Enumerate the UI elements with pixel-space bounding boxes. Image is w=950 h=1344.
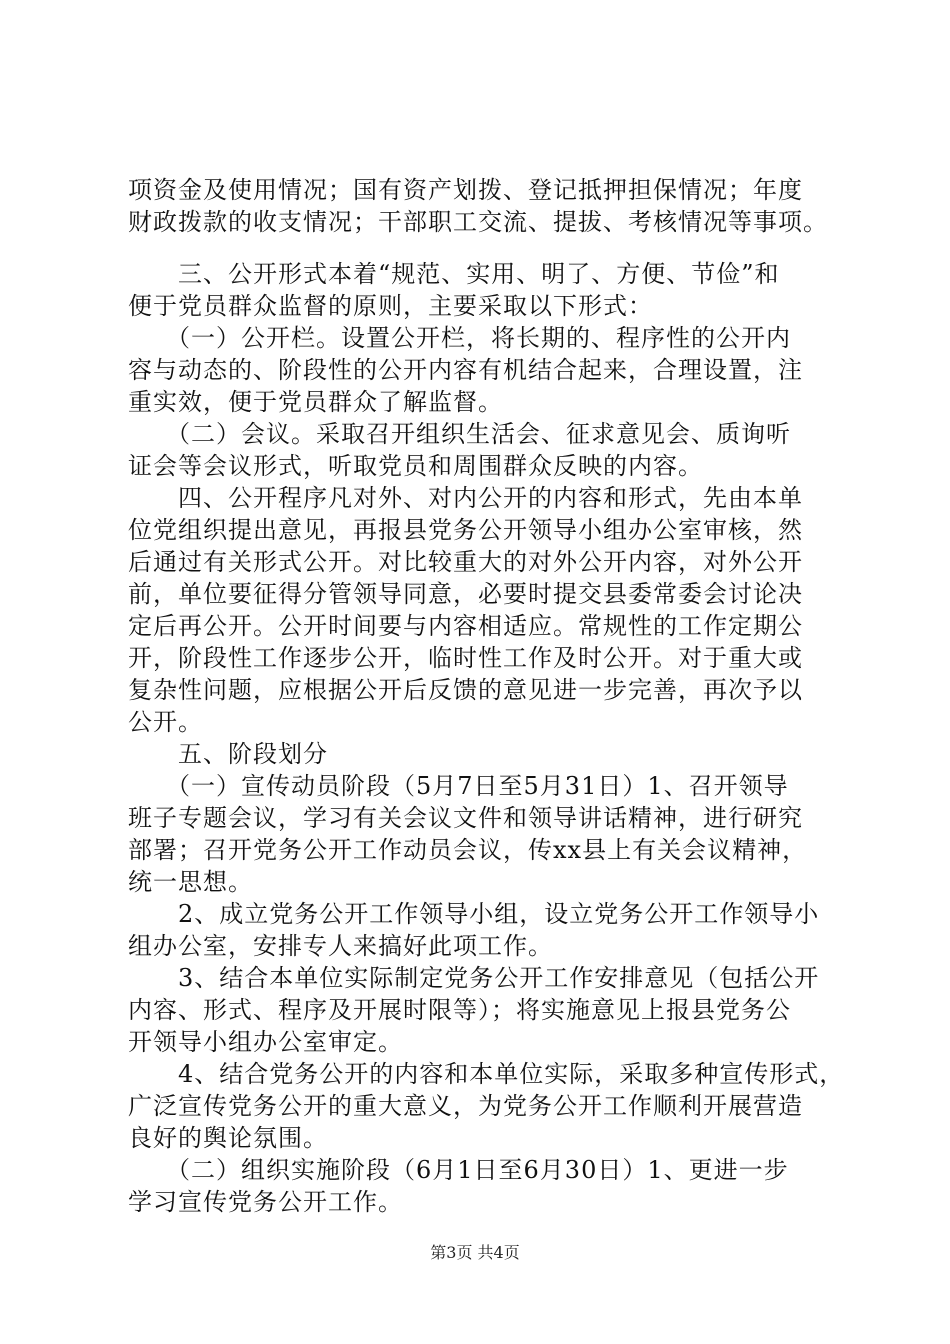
text-line: （二）会议。采取召开组织生活会、征求意见会、质询听	[128, 420, 791, 448]
text-line: 学习宣传党务公开工作。	[128, 1188, 403, 1216]
text-line: 便于党员群众监督的原则，主要采取以下形式：	[128, 292, 653, 320]
text-line: 组办公室，安排专人来搞好此项工作。	[128, 932, 553, 960]
text-line: 3、结合本单位实际制定党务公开工作安排意见（包括公开	[128, 964, 820, 992]
text-line: 开，阶段性工作逐步公开，临时性工作及时公开。对于重大或	[128, 644, 803, 672]
text-line: 广泛宣传党务公开的重大意义，为党务公开工作顺利开展营造	[128, 1092, 803, 1120]
text-line: 2、成立党务公开工作领导小组，设立党务公开工作领导小	[128, 900, 820, 928]
text-line: 后通过有关形式公开。对比较重大的对外公开内容，对外公开	[128, 548, 803, 576]
text-line: 证会等会议形式，听取党员和周围群众反映的内容。	[128, 452, 703, 480]
text-line: 定后再公开。公开时间要与内容相适应。常规性的工作定期公	[128, 612, 803, 640]
text-line: 位党组织提出意见，再报县党务公开领导小组办公室审核，然	[128, 516, 803, 544]
text-line: 前，单位要征得分管领导同意，必要时提交县委常委会讨论决	[128, 580, 803, 608]
text-line: （一）宣传动员阶段（5月7日至5月31日）1、召开领导	[128, 772, 789, 800]
text-line: 4、结合党务公开的内容和本单位实际，采取多种宣传形式，	[128, 1060, 845, 1088]
text-line: （二）组织实施阶段（6月1日至6月30日）1、更进一步	[128, 1156, 789, 1184]
text-line: 部署；召开党务公开工作动员会议，传xx县上有关会议精神，	[128, 836, 808, 864]
text-line: 开领导小组办公室审定。	[128, 1028, 403, 1056]
paragraph-gap	[128, 238, 848, 258]
document-body	[128, 174, 848, 1218]
text-line: 统一思想。	[128, 868, 253, 896]
text-line: 班子专题会议，学习有关会议文件和领导讲话精神，进行研究	[128, 804, 803, 832]
text-line: （一）公开栏。设置公开栏，将长期的、程序性的公开内	[128, 324, 791, 352]
text-line: 良好的舆论氛围。	[128, 1124, 328, 1152]
text-line: 复杂性问题，应根据公开后反馈的意见进一步完善，再次予以	[128, 676, 803, 704]
text-line: 财政拨款的收支情况；干部职工交流、提拔、考核情况等事项。	[128, 208, 828, 236]
text-line: 容与动态的、阶段性的公开内容有机结合起来，合理设置，注	[128, 356, 803, 384]
page-footer: 第3页 共4页	[430, 1243, 520, 1262]
text-line: 项资金及使用情况；国有资产划拨、登记抵押担保情况；年度	[128, 176, 803, 204]
text-line: 三、公开形式本着“规范、实用、明了、方便、节俭”和	[128, 260, 780, 288]
text-line: 内容、形式、程序及开展时限等）；将实施意见上报县党务公	[128, 996, 791, 1024]
text-line: 公开。	[128, 708, 203, 736]
paragraph-main	[128, 258, 848, 1218]
text-line: 四、公开程序凡对外、对内公开的内容和形式，先由本单	[128, 484, 803, 512]
text-line: 重实效，便于党员群众了解监督。	[128, 388, 503, 416]
text-line: 五、阶段划分	[128, 740, 328, 768]
paragraph-top	[128, 174, 848, 238]
